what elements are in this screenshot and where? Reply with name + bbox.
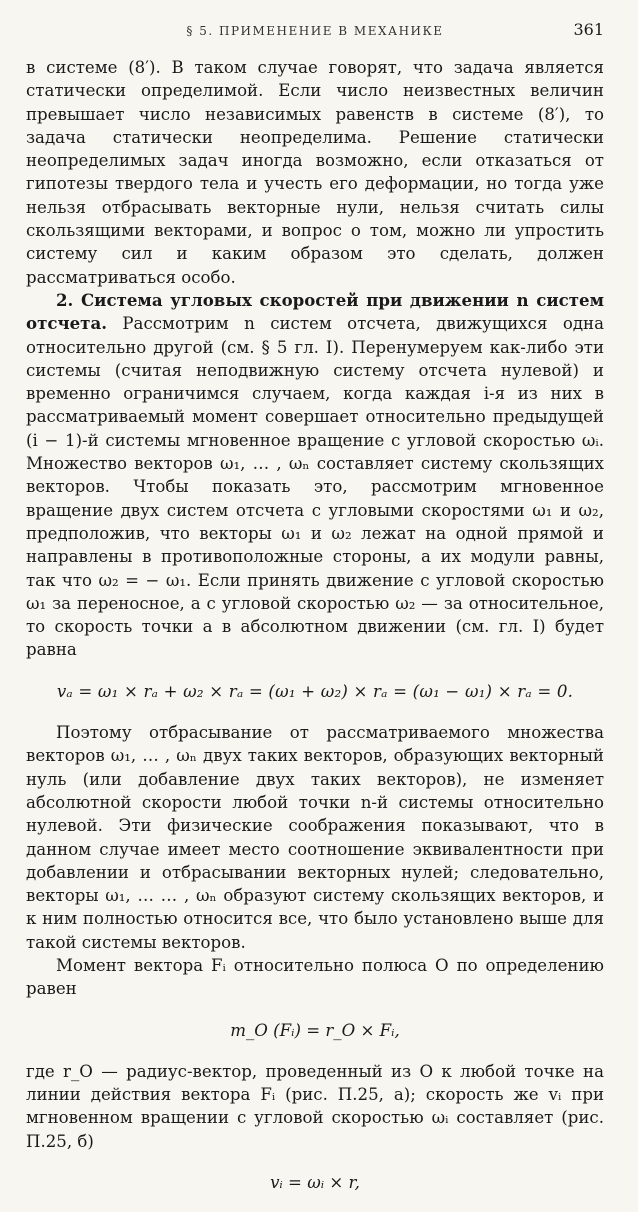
- paragraph-consequence: Поэтому отбрасывание от рассматриваемого множества векторов ω₁, … , ωₙ двух таких векторов, образующих векторный нуль (или добавление двух таких векторов), не изменяет абсолютной скорости любой точки n-й системы относительно нулевой. Эти физические соображения показывают, что в данном случае имеет место соотношение эквивалентности при добавлении и отбрасывании векторных нулей; следовательно, векторы ω₁, … … , ωₙ образуют систему скользящих векторов, и к ним полностью относится все, что было установлено выше для такой системы векторов.: [26, 723, 604, 952]
- subsection-paragraph: [26, 289, 604, 662]
- section-title: § 5. ПРИМЕНЕНИЕ В МЕХАНИКЕ: [186, 24, 444, 38]
- page-number: 361: [573, 20, 604, 39]
- running-head: [26, 20, 604, 46]
- paragraph-continuation: в системе (8′). В таком случае говорят, что задача является статически определимой. Если число неизвестных величин превышает число независимых равенств в системе (8′), то задача статически неопределима. Решение статически неопределимых задач иногда возможно, если отказаться от гипотезы твердого тела и учесть его деформации, но тогда уже нельзя отбрасывать векторные нули, нельзя считать силы скользящими векторами, и вопрос о том, можно ли упростить систему сил и каким образом это сделать, должен рассматриваться особо.: [26, 58, 604, 287]
- subsection-text: Рассмотрим n систем отсчета, движущихся одна относительно другой (см. § 5 гл. I). Перенумеруем как-либо эти системы (считая неподвижную систему отсчета нулевой) и временно ограничимся случаем, когда каждая i-я из них в рассматриваемый момент совершает относительно предыдущей (i − 1)-й системы мгновенное вращение с угловой скоростью ωᵢ. Множество векторов ω₁, … , ωₙ составляет систему скользящих векторов. Чтобы показать это, рассмотрим мгновенное вращение двух систем отсчета с угловыми скоростями ω₁ и ω₂, предположив, что векторы ω₁ и ω₂ лежат на одной прямой и направлены в противоположные стороны, а их модули равны, так что ω₂ = − ω₁. Если принять движение с угловой скоростью ω₁ за переносное, а с угловой скоростью ω₂ — за относительное, то скорость точки a в абсолютном движении (см. гл. I) будет равна: [26, 314, 604, 660]
- page-body: [26, 56, 604, 1212]
- equation-velocity: vᵢ = ωᵢ × r,: [270, 1173, 360, 1193]
- paragraph-moment: Момент вектора Fᵢ относительно полюса O по определению равен: [26, 955, 604, 999]
- equation-moment: m_O (Fᵢ) = r_O × Fᵢ,: [230, 1020, 400, 1040]
- paragraph-radius-vector: где r_O — радиус-вектор, проведенный из O к любой точке на линии действия вектора Fᵢ (рис. П.25, а); скорость же vᵢ при мгновенном вращении с угловой скоростью ωᵢ составляет (рис. П.25, б): [26, 1061, 604, 1151]
- subsection-heading: 2. Система угловых скоростей при движении n систем отсчета.: [26, 289, 604, 334]
- equation-absolute-velocity: vₐ = ω₁ × rₐ + ω₂ × rₐ = (ω₁ + ω₂) × rₐ = (ω₁ − ω₁) × rₐ = 0.: [56, 681, 574, 701]
